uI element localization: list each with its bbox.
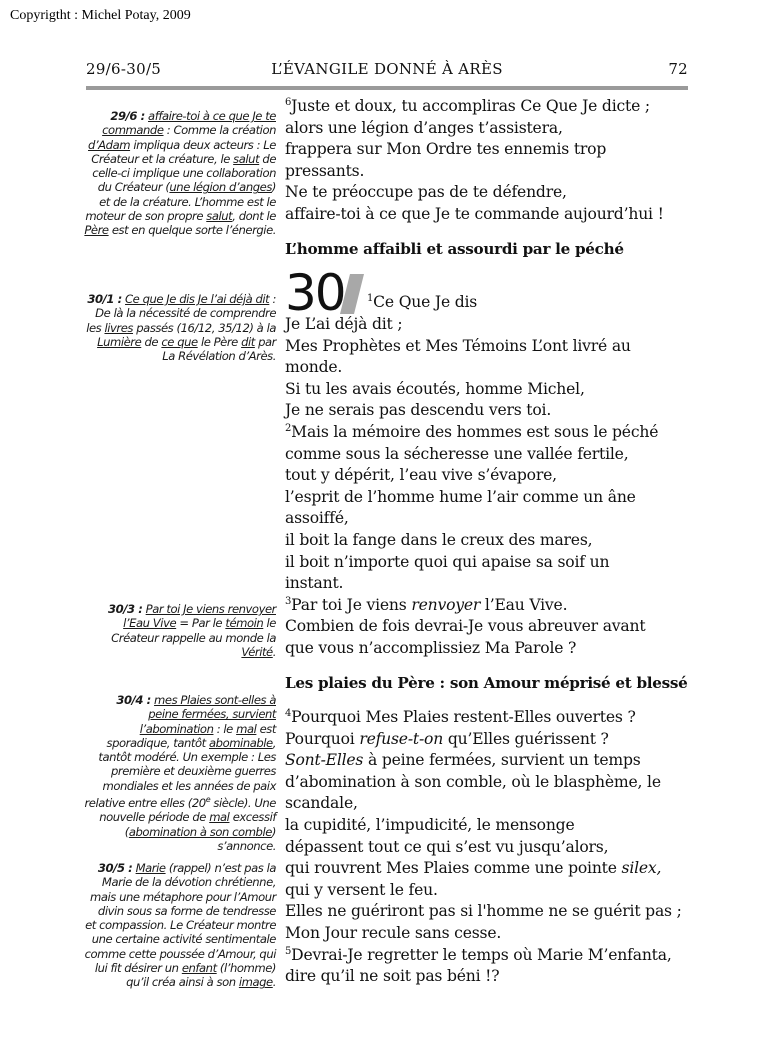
text-line: pressants. <box>285 161 365 180</box>
header-book-title: L’ÉVANGILE DONNÉ À ARÈS <box>271 60 503 78</box>
text-line: Combien de fois devrai-Je vous abreuver avant <box>285 617 646 636</box>
header-page-number: 72 <box>668 60 688 78</box>
verse-30-1-start <box>367 292 767 314</box>
text-line: Mon Jour recule sans cesse. <box>285 923 502 942</box>
verse-29-6 <box>285 96 685 226</box>
verse-30-1 <box>285 314 685 660</box>
text-line: scandale, <box>285 794 358 813</box>
copyright-notice: Copyrigtht : Michel Potay, 2009 <box>10 8 191 23</box>
text-line: $^6$Juste et doux, tu accompliras Ce Que Je dicte ; <box>285 97 650 115</box>
text-line: $^3$Par toi Je viens renvoyer l’Eau Vive. <box>285 595 568 614</box>
text-line: Je L’ai déjà dit ; <box>285 315 403 333</box>
verse-number: 6 <box>285 97 292 108</box>
text-line: il boit la fange dans le creux des mares, <box>285 530 593 549</box>
margin-note-30-4: 30/4 : mes Plaies sont-elles à peine fermées, survient l’abomination : le mal est sporadique, tantôt abominable, tantôt modéré. Un exemple : Les première et deuxième guerres mondiales et les années de paix relative entre elles (20e siècle). Une nouvelle période de mal excessif (abomination à son comble) s’annonce. <box>84 693 276 853</box>
text-line: $^4$Pourquoi Mes Plaies restent-Elles ouvertes ? <box>285 708 636 726</box>
verse-30-4 <box>285 707 685 988</box>
header-rule <box>86 86 688 90</box>
section-heading-1: L’homme affaibli et assourdi par le péché <box>285 240 624 258</box>
margin-note-30-3: 30/3 : Par toi Je viens renvoyer l’Eau Vive = Par le témoin le Créateur rappelle au monde la Vérité. <box>107 602 276 659</box>
text-line: que vous n’accomplissiez Ma Parole ? <box>285 638 577 657</box>
header-verse-range: 29/6-30/5 <box>86 60 162 78</box>
text-line: monde. <box>285 358 343 377</box>
text-line: qui y versent le feu. <box>285 880 438 899</box>
margin-note-29-6: 29/6 : affaire-toi à ce que Je te commande : Comme la création d’Adam impliqua deux acteurs : Le Créateur et la créature, le salut de celle-ci implique une collaboration du Créateur (une légion d’anges) et de la créature. L’homme est le moteur de son propre salut, dont le Père est en quelque sorte l’énergie. <box>84 109 276 238</box>
text-line: Sont-Elles à peine fermées, survient un temps <box>285 751 641 770</box>
chapter-number: 30 <box>285 264 345 322</box>
text-line: $^1$Ce Que Je dis <box>367 293 478 311</box>
text-line: $^5$Devrai-Je regretter le temps où Marie M’enfanta, <box>285 945 672 964</box>
text-line: la cupidité, l’impudicité, le mensonge <box>285 815 575 834</box>
text-line: Je ne serais pas descendu vers toi. <box>285 401 552 420</box>
text-line: $^2$Mais la mémoire des hommes est sous le péché <box>285 422 659 441</box>
text-line: Elles ne guériront pas si l'homme ne se guérit pas ; <box>285 902 682 921</box>
text-line: frappera sur Mon Ordre tes ennemis trop <box>285 140 607 159</box>
text-line: affaire-toi à ce que Je te commande aujourd’hui ! <box>285 204 664 223</box>
text-line: d’abomination à son comble, où le blasphème, le <box>285 772 661 791</box>
text-line: tout y dépérit, l’eau vive s’évapore, <box>285 466 557 485</box>
text-line: instant. <box>285 574 344 593</box>
margin-note-30-1: 30/1 : Ce que Je dis Je l’ai déjà dit : De là la nécessité de comprendre les livres passés (16/12, 35/12) à la Lumière de ce que le Père dit par La Révélation d’Arès. <box>86 292 276 364</box>
text-line: Si tu les avais écoutés, homme Michel, <box>285 379 585 398</box>
text-line: Mes Prophètes et Mes Témoins L’ont livré au <box>285 336 631 355</box>
text-line: l’esprit de l’homme hume l’air comme un âne <box>285 487 636 506</box>
text-line: assoiffé, <box>285 509 349 528</box>
text-line: il boit n’importe quoi qui apaise sa soif un <box>285 552 610 571</box>
section-heading-2: Les plaies du Père : son Amour méprisé et blessé <box>285 674 688 692</box>
text-line: Ne te préoccupe pas de te défendre, <box>285 183 567 202</box>
text-line: Pourquoi refuse-t-on qu’Elles guérissent ? <box>285 729 609 748</box>
margin-note-30-5: 30/5 : Marie (rappel) n’est pas la Marie de la dévotion chrétienne, mais une métaphore pour l’Amour divin sous sa forme de tendresse et compassion. Le Créateur montre une certaine activité sentimentale comme cette poussée d’Amour, qui lui fit désirer un enfant (l’homme) qu’il créa ainsi à son image. <box>84 861 276 990</box>
text-line: alors une légion d’anges t’assistera, <box>285 118 563 137</box>
text-line: comme sous la sécheresse une vallée fertile, <box>285 444 629 463</box>
text-line: dire qu’il ne soit pas béni !? <box>285 967 500 986</box>
text-line: dépassent tout ce qui s’est vu jusqu’alors, <box>285 837 609 856</box>
text-line: qui rouvrent Mes Plaies comme une pointe silex, <box>285 859 662 878</box>
